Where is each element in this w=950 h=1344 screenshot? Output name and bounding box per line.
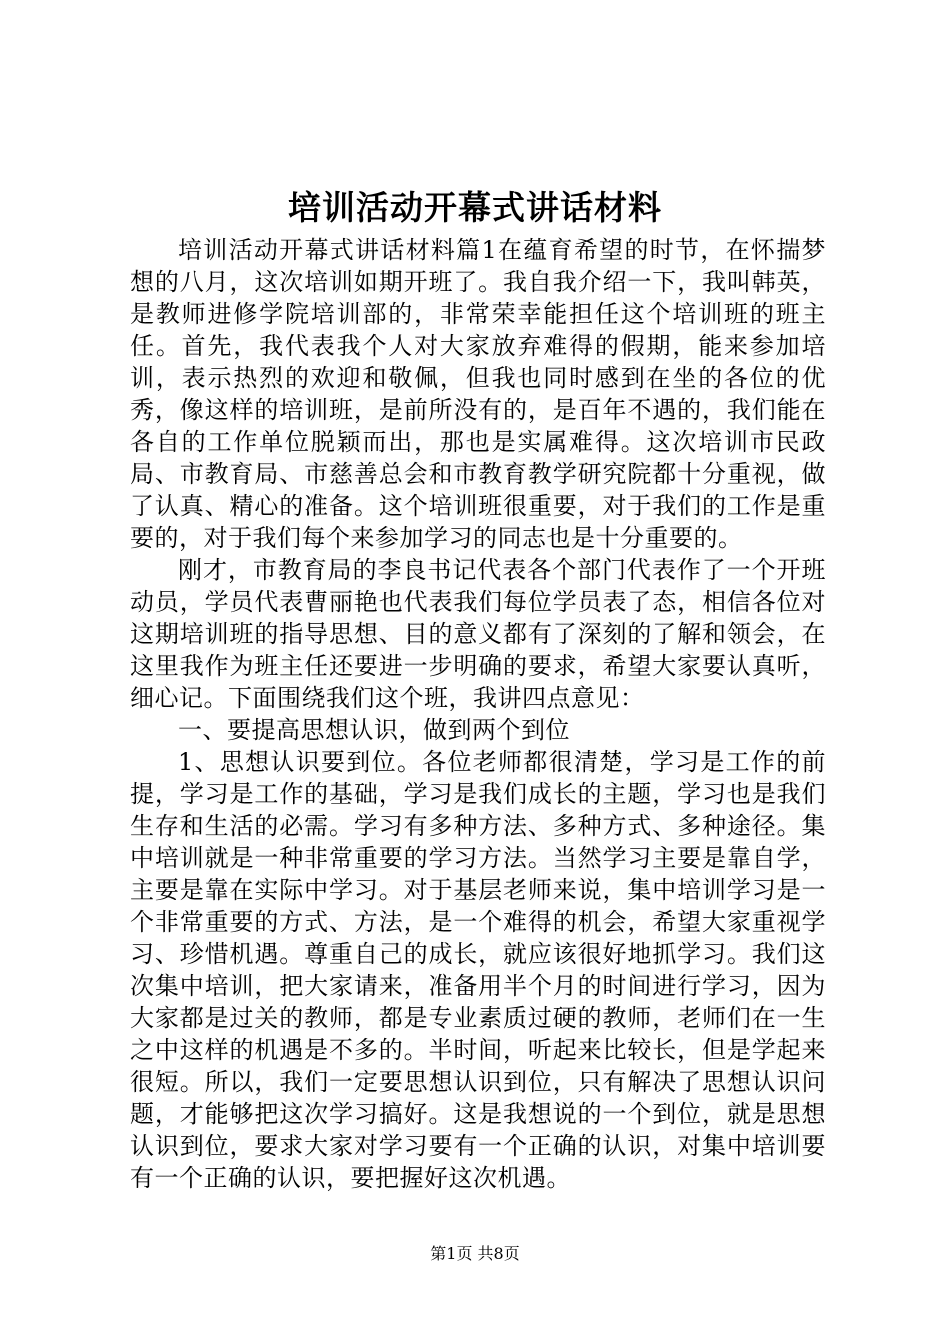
page-number-footer: 第1页 共8页 (430, 1244, 520, 1263)
document-body (130, 234, 826, 1194)
paragraph-intro: 培训活动开幕式讲话材料篇1在蕴育希望的时节，在怀揣梦想的八月，这次培训如期开班了。我自我介绍一下，我叫韩英，是教师进修学院培训部的，非常荣幸能担任这个培训班的班主任。首先，我代表我个人对大家放弃难得的假期，能来参加培训，表示热烈的欢迎和敬佩，但我也同时感到在坐的各位的优秀，像这样的培训班，是前所没有的，是百年不遇的，我们能在各自的工作单位脱颖而出，那也是实属难得。这次培训市民政局、市教育局、市慈善总会和市教育教学研究院都十分重视，做了认真、精心的准备。这个培训班很重要，对于我们的工作是重要的，对于我们每个来参加学习的同志也是十分重要的。 (130, 236, 826, 552)
document-title: 培训活动开幕式讲话材料 (288, 188, 662, 227)
section-heading-1: 一、要提高思想认识，做到两个到位 (178, 716, 570, 744)
paragraph-point-1: 1、思想认识要到位。各位老师都很清楚，学习是工作的前提，学习是工作的基础，学习是我们成长的主题，学习也是我们生存和生活的必需。学习有多种方法、多种方式、多种途径。集中培训就是一种非常重要的学习方法。当然学习主要是靠自学，主要是靠在实际中学习。对于基层老师来说，集中培训学习是一个非常重要的方式、方法，是一个难得的机会，希望大家重视学习、珍惜机遇。尊重自己的成长，就应该很好地抓学习。我们这次集中培训，把大家请来，准备用半个月的时间进行学习，因为大家都是过关的教师，都是专业素质过硬的教师，老师们在一生之中这样的机遇是不多的。半时间，听起来比较长，但是学起来很短。所以，我们一定要思想认识到位，只有解决了思想认识问题，才能够把这次学习搞好。这是我想说的一个到位，就是思想认识到位，要求大家对学习要有一个正确的认识，对集中培训要有一个正确的认识，要把握好这次机遇。 (130, 748, 826, 1192)
paragraph-opening-remarks: 刚才，市教育局的李良书记代表各个部门代表作了一个开班动员，学员代表曹丽艳也代表我们每位学员表了态，相信各位对这期培训班的指导思想、目的意义都有了深刻的了解和领会，在这里我作为班主任还要进一步明确的要求，希望大家要认真听，细心记。下面围绕我们这个班，我讲四点意见： (130, 556, 826, 712)
